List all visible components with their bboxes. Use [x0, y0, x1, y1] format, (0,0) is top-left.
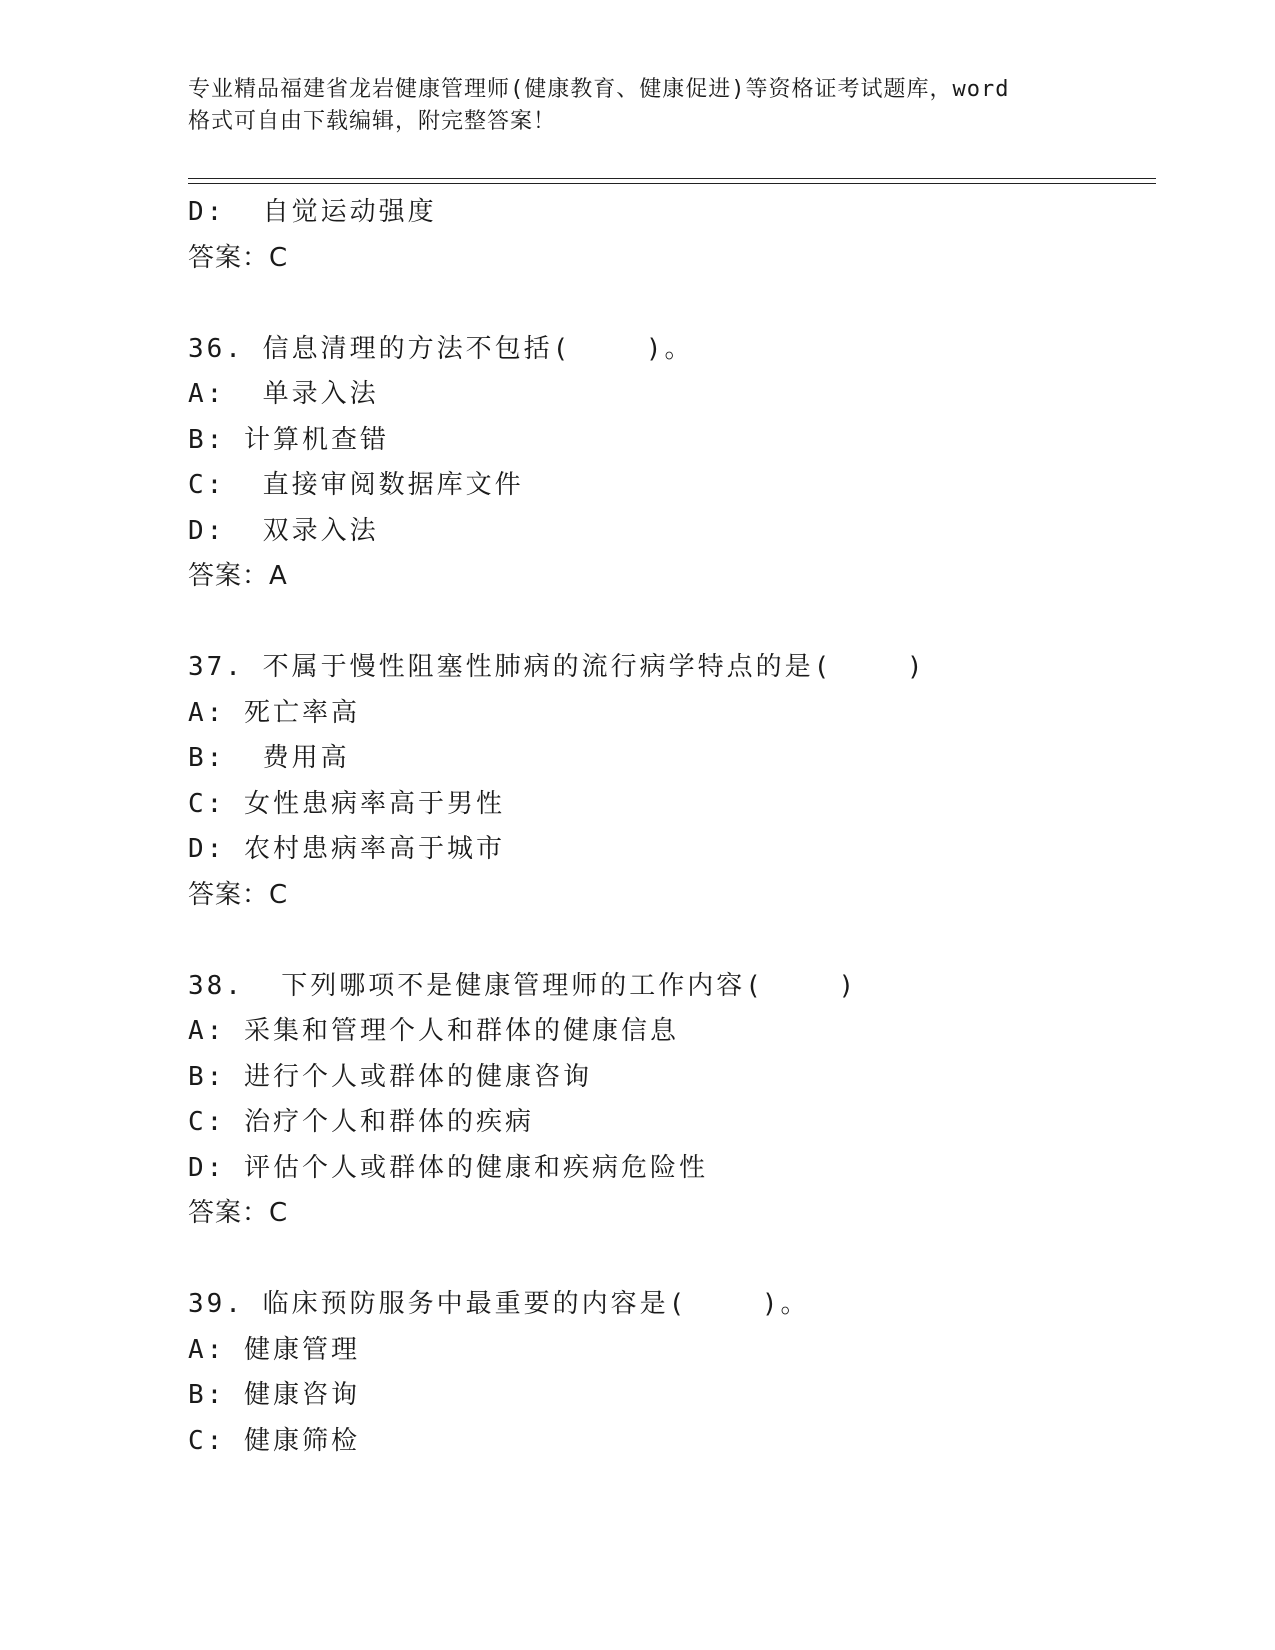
- question-block-35: [188, 190, 1148, 281]
- option-c: C: 直接审阅数据库文件: [188, 470, 524, 500]
- option-d: D: 评估个人或群体的健康和疾病危险性: [188, 1152, 708, 1183]
- header-divider-bottom: [188, 183, 1156, 184]
- question-stem: 36. 信息清理的方法不包括( )。: [188, 333, 694, 364]
- answer-label: 答案：C: [188, 1198, 289, 1228]
- question-block-37: [188, 645, 1148, 918]
- option-a: A: 健康管理: [188, 1334, 360, 1365]
- option-b: B: 计算机查错: [188, 424, 389, 455]
- answer-label: 答案：C: [188, 879, 289, 910]
- header-divider-top: [188, 178, 1156, 179]
- option-c: C: 治疗个人和群体的疾病: [188, 1107, 534, 1137]
- question-stem: 39. 临床预防服务中最重要的内容是( )。: [188, 1289, 810, 1319]
- option-d: D: 农村患病率高于城市: [188, 834, 505, 864]
- option-a: A: 采集和管理个人和群体的健康信息: [188, 1016, 679, 1046]
- spacer: [188, 281, 1148, 327]
- spacer: [188, 1237, 1148, 1283]
- question-block-36: [188, 327, 1148, 600]
- question-block-39: [188, 1282, 1148, 1464]
- option-d: D: 双录入法: [188, 515, 379, 546]
- option-c: C: 女性患病率高于男性: [188, 788, 505, 819]
- question-block-38: [188, 964, 1148, 1237]
- header-line-1: 专业精品福建省龙岩健康管理师(健康教育、健康促进)等资格证考试题库，word: [188, 77, 1010, 102]
- spacer: [188, 918, 1148, 964]
- option-b: B: 健康咨询: [188, 1380, 360, 1410]
- question-stem: 38. 下列哪项不是健康管理师的工作内容( ): [188, 970, 858, 1001]
- question-list: [188, 190, 1148, 1464]
- option-d: D: 自觉运动强度: [188, 197, 437, 227]
- spacer: [188, 600, 1148, 646]
- answer-label: 答案：A: [188, 561, 288, 591]
- answer-label: 答案：C: [188, 242, 289, 273]
- document-header: [188, 74, 1078, 138]
- option-a: A: 死亡率高: [188, 697, 360, 728]
- option-b: B: 费用高: [188, 743, 350, 773]
- option-a: A: 单录入法: [188, 379, 379, 409]
- header-line-2: 格式可自由下载编辑，附完整答案！: [188, 109, 557, 134]
- option-b: B: 进行个人或群体的健康咨询: [188, 1061, 592, 1092]
- option-c: C: 健康筛检: [188, 1425, 360, 1456]
- question-stem: 37. 不属于慢性阻塞性肺病的流行病学特点的是( ): [188, 652, 926, 682]
